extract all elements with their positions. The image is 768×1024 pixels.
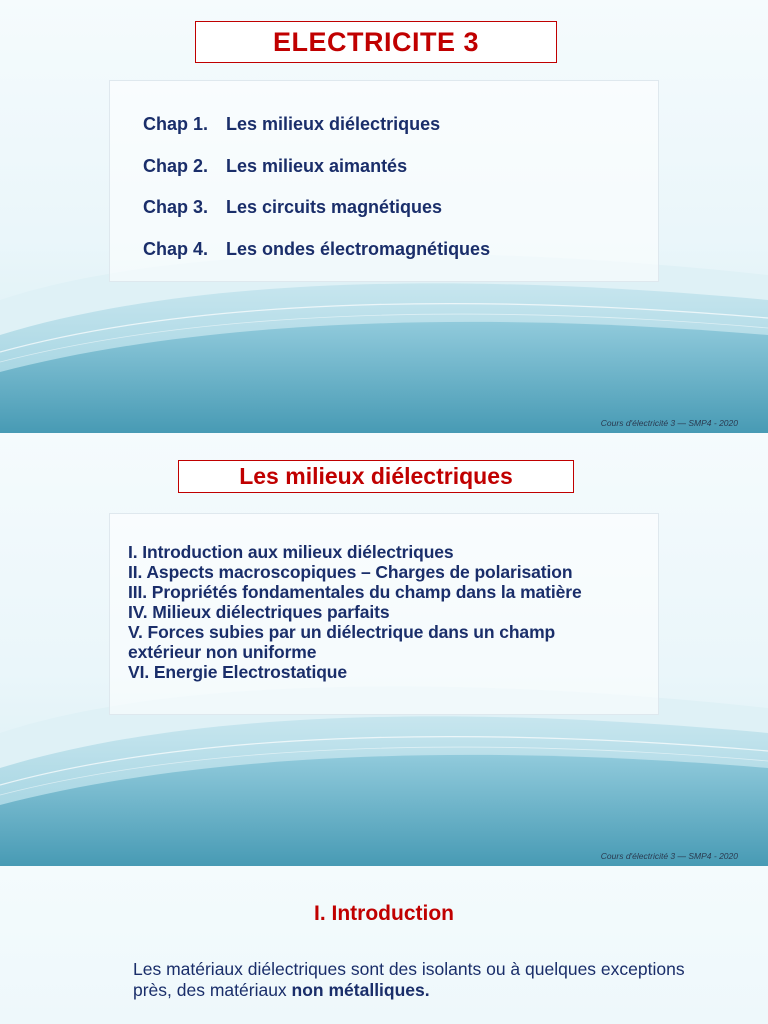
intro-paragraph: Les matériaux diélectriques sont des isolants ou à quelques exceptions près, des matériaux non métalliques.	[133, 959, 685, 1000]
list-item: V. Forces subies par un diélectrique dans un champ extérieur non uniforme	[128, 622, 556, 662]
slide-2	[0, 433, 768, 866]
slide-footer: Cours d'électricité 3 — SMP4 - 2020	[600, 851, 738, 861]
emphasis-text: non métalliques.	[291, 980, 430, 1000]
list-item: Chap 4. Les ondes électromagnétiques	[143, 238, 491, 259]
slide-title	[178, 460, 574, 493]
chapter-list	[143, 110, 490, 276]
outline-list	[128, 542, 628, 682]
list-item: III. Propriétés fondamentales du champ dans la matière	[128, 582, 582, 602]
slide-title-text: Les milieux diélectriques	[239, 463, 513, 489]
section-title: I. Introduction	[314, 902, 454, 925]
list-item: Chap 2. Les milieux aimantés	[143, 155, 408, 176]
slide-3	[0, 866, 768, 1024]
list-item: I. Introduction aux milieux diélectriques	[128, 542, 454, 562]
slide-1	[0, 0, 768, 433]
list-item: Chap 1. Les milieux diélectriques	[143, 114, 441, 134]
list-item: VI. Energie Electrostatique	[128, 662, 348, 682]
slide-footer: Cours d'électricité 3 — SMP4 - 2020	[600, 418, 738, 428]
list-item: II. Aspects macroscopiques – Charges de polarisation	[128, 562, 573, 582]
slide-title-text: ELECTRICITE 3	[272, 26, 480, 57]
list-item: Chap 3. Les circuits magnétiques	[143, 197, 443, 217]
slide-title	[195, 21, 557, 63]
list-item: IV. Milieux diélectriques parfaits	[128, 602, 390, 622]
